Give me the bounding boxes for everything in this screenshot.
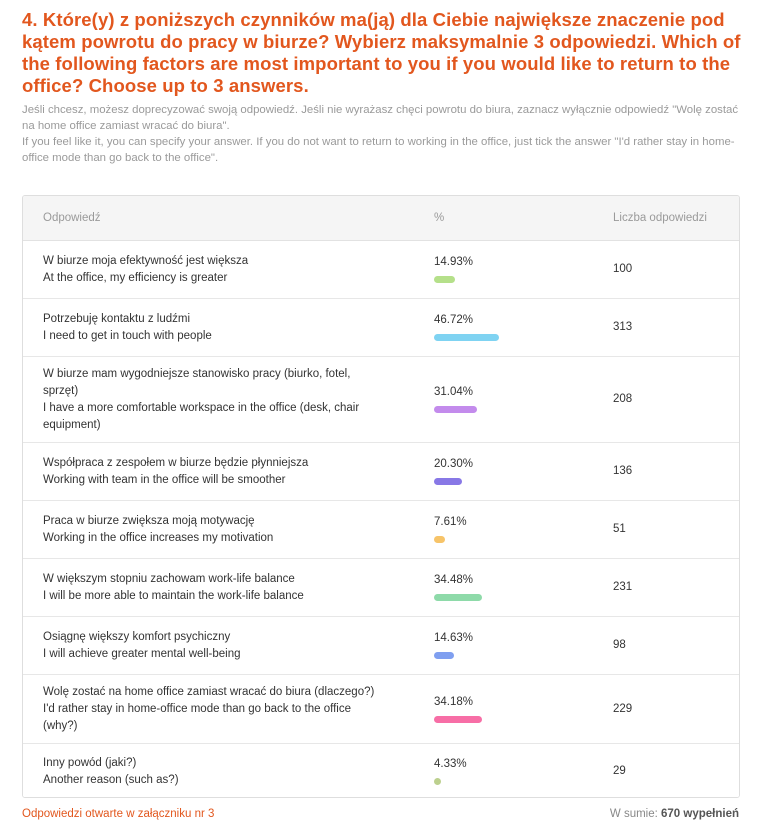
response-count: 229 — [613, 703, 633, 715]
table-row — [23, 559, 739, 617]
answer-text — [43, 513, 388, 547]
answer-text — [43, 366, 388, 434]
table-row — [23, 299, 739, 357]
percent-value: 46.72% — [434, 314, 474, 326]
response-count: 231 — [613, 581, 633, 593]
response-count: 313 — [613, 321, 633, 333]
attachment-note: Odpowiedzi otwarte w załączniku nr 3 — [22, 808, 215, 820]
answer-polish: W większym stopniu zachowam work-life balance — [43, 573, 295, 585]
answer-english: Another reason (such as?) — [43, 774, 179, 786]
percent-value: 34.48% — [434, 574, 474, 586]
header-percent: % — [434, 212, 445, 224]
answer-english: I have a more comfortable workspace in the office (desk, chair equipment) — [43, 402, 360, 431]
answer-polish: Praca w biurze zwiększa moją motywację — [43, 515, 255, 527]
answer-polish: Osiągnę większy komfort psychiczny — [43, 631, 231, 643]
answer-english: Working with team in the office will be smoother — [43, 474, 286, 486]
answer-text — [43, 629, 388, 663]
percent-value: 34.18% — [434, 696, 474, 708]
total-label: W sumie: — [609, 808, 658, 820]
percent-bar — [434, 334, 499, 341]
response-count: 136 — [613, 465, 633, 477]
percent-value: 31.04% — [434, 386, 474, 398]
total-summary — [610, 808, 739, 820]
percent-value: 4.33% — [434, 758, 467, 770]
hint-polish: Jeśli chcesz, możesz doprecyzować swoją odpowiedź. Jeśli nie wyrażasz chęci powrotu do biura, zaznacz wyłącznie odpowiedź "Wolę zostać na home office zamiast wracać do biura". — [22, 104, 739, 132]
answer-polish: Potrzebuję kontaktu z ludźmi — [43, 313, 191, 325]
header-count: Liczba odpowiedzi — [613, 212, 707, 224]
results-table — [22, 195, 740, 798]
percent-bar — [434, 536, 445, 543]
table-row — [23, 241, 739, 299]
response-count: 29 — [613, 765, 626, 777]
percent-bar — [434, 594, 482, 601]
percent-bar — [434, 478, 462, 485]
table-row — [23, 675, 739, 744]
answer-text — [43, 455, 388, 489]
answer-text — [43, 684, 388, 735]
response-count: 98 — [613, 639, 626, 651]
percent-bar — [434, 406, 477, 413]
header-answer: Odpowiedź — [43, 212, 101, 224]
answer-english: At the office, my efficiency is greater — [43, 272, 228, 284]
answer-polish: Współpraca z zespołem w biurze będzie płynniejsza — [43, 457, 309, 469]
answer-english: Working in the office increases my motivation — [43, 532, 274, 544]
answer-english: I'd rather stay in home-office mode than go back to the office (why?) — [43, 703, 351, 732]
total-value: 670 wypełnień — [661, 808, 739, 820]
percent-bar — [434, 716, 482, 723]
response-count: 51 — [613, 523, 626, 535]
answer-english: I will achieve greater mental well-being — [43, 648, 241, 660]
percent-value: 14.93% — [434, 256, 474, 268]
percent-value: 14.63% — [434, 632, 474, 644]
answer-english: I need to get in touch with people — [43, 330, 212, 342]
percent-bar — [434, 652, 454, 659]
answer-polish: Wolę zostać na home office zamiast wracać do biura (dlaczego?) — [43, 686, 375, 698]
question-hint — [22, 102, 747, 166]
question-title: 4. Które(y) z poniższych czynników ma(ją) dla Ciebie największe znaczenie pod kątem powrotu do pracy w biurze? Wybierz maksymalnie 3 odpowiedzi. Which of the following factors are most important to you if you would like to return to the office? Choose up to 3 answers. — [22, 9, 741, 96]
answer-polish: Inny powód (jaki?) — [43, 757, 137, 769]
answer-polish: W biurze moja efektywność jest większa — [43, 255, 249, 267]
answer-text — [43, 755, 388, 789]
response-count: 208 — [613, 393, 633, 405]
answer-polish: W biurze mam wygodniejsze stanowisko pracy (biurko, fotel, sprzęt) — [43, 368, 351, 397]
answer-text — [43, 311, 388, 345]
percent-value: 20.30% — [434, 458, 474, 470]
answer-text — [43, 571, 388, 605]
response-count: 100 — [613, 263, 633, 275]
table-row — [23, 443, 739, 501]
answer-text — [43, 253, 388, 287]
percent-value: 7.61% — [434, 516, 467, 528]
percent-bar — [434, 276, 455, 283]
table-row — [23, 357, 739, 443]
table-row — [23, 744, 739, 798]
percent-bar — [434, 778, 441, 785]
answer-english: I will be more able to maintain the work-life balance — [43, 590, 304, 602]
table-row — [23, 501, 739, 559]
hint-english: If you feel like it, you can specify your answer. If you do not want to return to working in the office, just tick the answer "I'd rather stay in home-office mode than go back to the office". — [22, 136, 735, 164]
table-header — [23, 196, 739, 241]
table-row — [23, 617, 739, 675]
